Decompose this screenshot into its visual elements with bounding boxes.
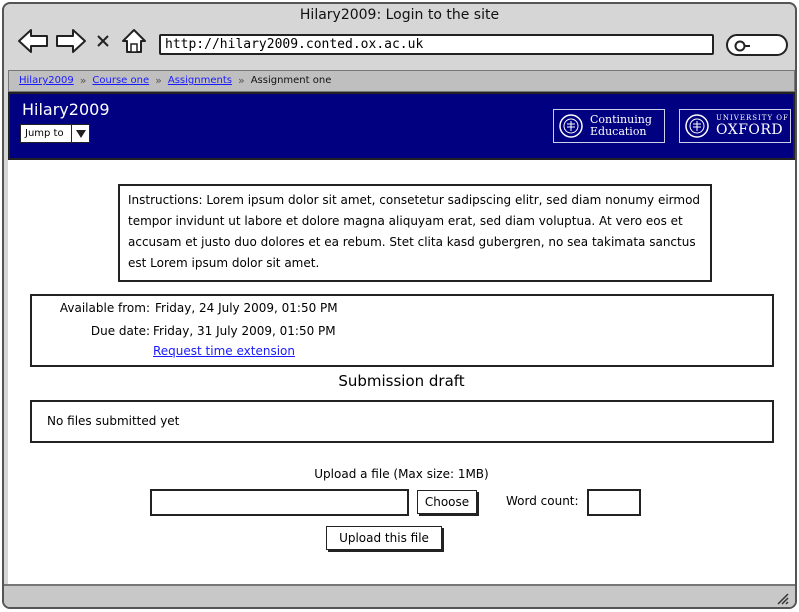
site-header xyxy=(8,92,795,160)
file-path-input[interactable] xyxy=(150,489,409,516)
word-count-input[interactable] xyxy=(587,489,641,516)
submission-draft-title: Submission draft xyxy=(338,372,465,390)
jump-to-select[interactable] xyxy=(20,124,90,143)
crest-icon xyxy=(684,113,710,139)
continuing-education-logo[interactable] xyxy=(553,109,665,143)
logo-line-continuing: Continuing xyxy=(590,113,652,126)
back-arrow-icon[interactable] xyxy=(16,26,50,56)
url-input[interactable]: http://hilary2009.conted.ox.ac.uk xyxy=(159,34,714,55)
breadcrumb-item-assignments[interactable]: Assignments xyxy=(167,75,232,86)
breadcrumb-separator-icon: » xyxy=(237,74,245,87)
dates-box xyxy=(30,294,774,367)
breadcrumb-current: Assignment one xyxy=(250,75,332,86)
upload-file-button[interactable]: Upload this file xyxy=(326,526,442,550)
due-date-value: Friday, 31 July 2009, 01:50 PM xyxy=(153,324,336,338)
logo-line-education: Education xyxy=(590,125,647,138)
logo-oxford: OXFORD xyxy=(716,122,784,138)
instructions-box: Instructions: Lorem ipsum dolor sit amet, consetetur sadipscing elitr, sed diam nonumy eirmod tempor invidunt ut labore et dolore magna aliquyam erat, sed diam voluptua. At vero eos et accusam et justo duo dolores et ea rebum. Stet clita kasd gubergren, no sea takimata sanctus est Lorem ipsum dolor sit amet. xyxy=(118,184,712,282)
site-title[interactable]: Hilary2009 xyxy=(22,100,110,119)
breadcrumb-item-course-one[interactable]: Course one xyxy=(92,75,150,86)
forward-arrow-icon[interactable] xyxy=(54,26,88,56)
browser-toolbar xyxy=(4,26,795,66)
stop-x-icon[interactable] xyxy=(94,26,112,56)
oxford-logo[interactable] xyxy=(679,109,791,143)
logo-university-of: UNIVERSITY OF xyxy=(716,114,789,122)
due-date-label: Due date: xyxy=(90,324,150,338)
breadcrumb-separator-icon: » xyxy=(79,74,87,87)
dropdown-arrow-icon xyxy=(71,125,89,142)
breadcrumb-separator-icon: » xyxy=(155,74,162,87)
files-box: No files submitted yet xyxy=(30,400,774,443)
home-icon[interactable] xyxy=(119,26,149,56)
main-content xyxy=(8,160,795,584)
browser-window xyxy=(2,2,797,609)
available-from-value: Friday, 24 July 2009, 01:50 PM xyxy=(155,301,338,315)
status-bar xyxy=(4,584,795,607)
window-title: Hilary2009: Login to the site xyxy=(299,7,500,23)
available-from-row xyxy=(32,298,772,318)
request-extension-link[interactable]: Request time extension xyxy=(153,344,295,358)
due-date-row xyxy=(32,321,772,341)
resize-grip-icon[interactable] xyxy=(775,590,789,609)
crest-icon xyxy=(558,113,584,139)
search-box[interactable] xyxy=(726,34,788,56)
available-from-label: Available from: xyxy=(59,301,150,315)
word-count-label: Word count: xyxy=(506,494,579,508)
search-icon xyxy=(733,39,751,53)
jump-to-label: Jump to xyxy=(25,128,64,139)
choose-file-button[interactable]: Choose xyxy=(417,490,477,514)
breadcrumb xyxy=(8,70,795,92)
upload-label: Upload a file (Max size: 1MB) xyxy=(314,467,489,481)
breadcrumb-item-hilary2009[interactable]: Hilary2009 xyxy=(19,75,74,86)
